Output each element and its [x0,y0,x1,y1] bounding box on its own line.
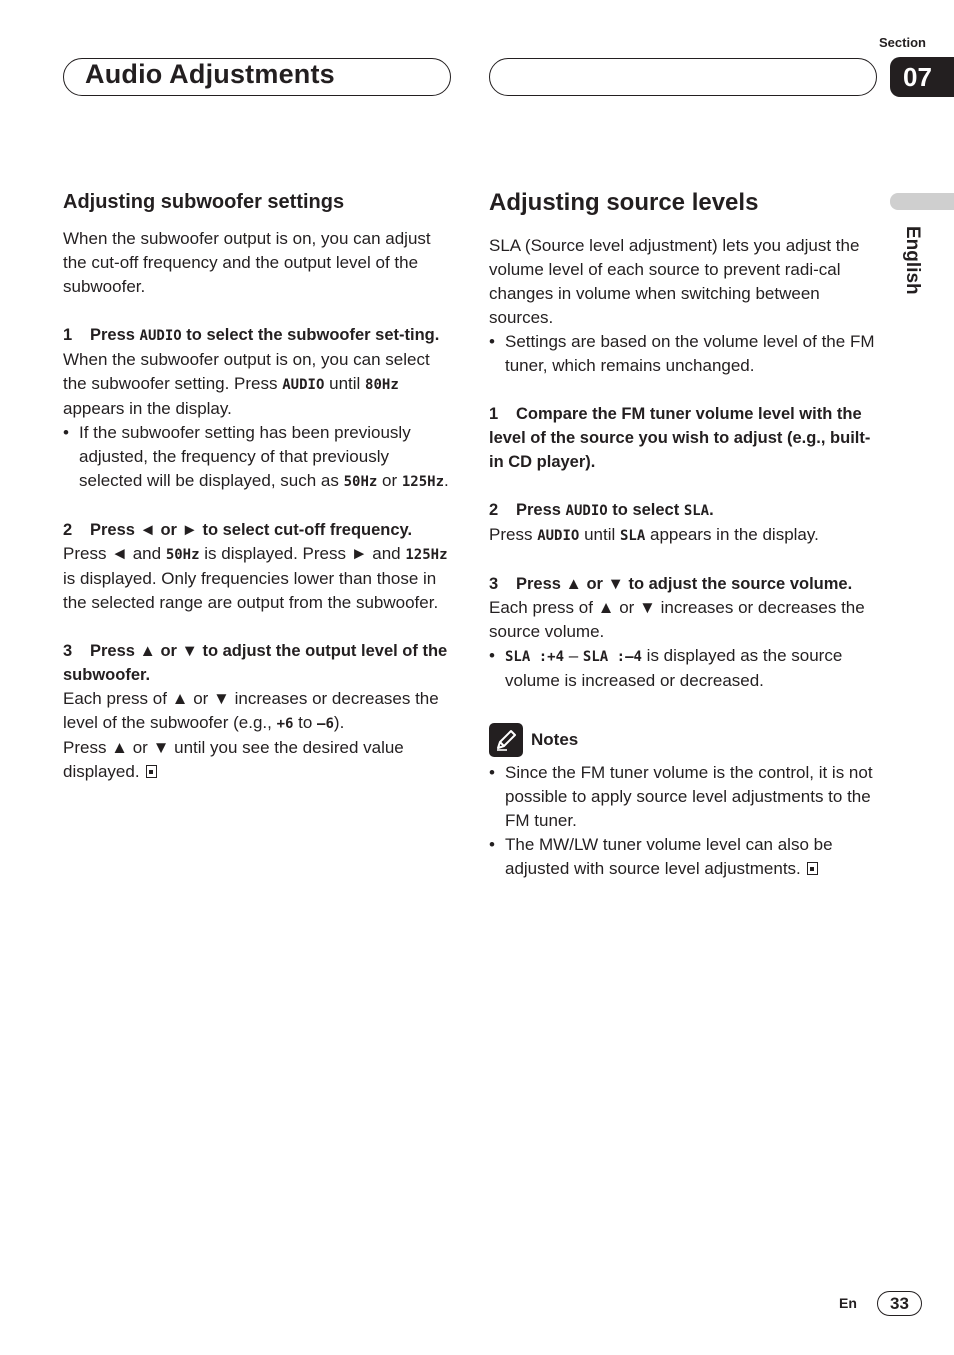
source-step-3-body: Each press of ▲ or ▼ increases or decreases the source volume. [489,598,865,641]
source-step-2-body: Press AUDIO until SLA appears in the display. [489,525,819,544]
end-mark-icon [807,862,818,875]
source-step-3-title: 3 Press ▲ or ▼ to adjust the source volume. [489,575,853,593]
source-levels-intro: SLA (Source level adjustment) lets you adjust the volume level of each source to prevent radi-cal changes in volume when switching between sources. [489,236,860,327]
subwoofer-step-3-body: Each press of ▲ or ▼ increases or decreases the level of the subwoofer (e.g., +6 to –6). [63,689,439,732]
subwoofer-step-1-bullet: • If the subwoofer setting has been previously adjusted, the frequency of that previously selected will be displayed, such as 50Hz or 125Hz. [63,423,449,490]
subwoofer-intro: When the subwoofer output is on, you can adjust the cut-off frequency and the output level of the subwoofer. [63,229,431,296]
notes-header [489,723,881,757]
note-item: • The MW/LW tuner volume level can also be adjusted with source level adjustments. [489,835,833,878]
source-step-1-title: 1 Compare the FM tuner volume level with the level of the source you wish to adjust (e.g., built-in CD player). [489,405,871,471]
language-tab [890,193,954,210]
subwoofer-step-1-title: 1 Press AUDIO to select the subwoofer set-ting. [63,326,440,344]
subwoofer-step-3-body-2: Press ▲ or ▼ until you see the desired value displayed. [63,738,404,781]
notes-label: Notes [531,730,579,749]
subwoofer-step-2-title: 2 Press ◄ or ► to select cut-off frequency. [63,521,413,539]
page-title: Audio Adjustments [85,59,335,89]
source-levels-intro-bullet: • Settings are based on the volume level of the FM tuner, which remains unchanged. [489,332,875,375]
page-number: 33 [877,1291,922,1316]
section-number-tab: 07 [890,57,954,97]
pencil-icon [489,723,523,757]
right-column [489,186,881,881]
section-label: Section [879,35,926,50]
subwoofer-step-2-body: Press ◄ and 50Hz is displayed. Press ► and 125Hz is displayed. Only frequencies lower than those in the selected range are output from the subwoofer. [63,544,448,612]
language-label: English [902,226,923,295]
subwoofer-step-3-title: 3 Press ▲ or ▼ to adjust the output level of the subwoofer. [63,642,448,684]
left-column [63,188,455,784]
source-step-2-title: 2 Press AUDIO to select SLA. [489,501,714,519]
subwoofer-step-1-body: When the subwoofer output is on, you can select the subwoofer setting. Press AUDIO until 80Hz appears in the display. [63,350,430,418]
subwoofer-heading: Adjusting subwoofer settings [63,191,345,213]
source-levels-heading: Adjusting source levels [489,189,759,216]
header-empty-frame [489,58,877,96]
end-mark-icon [146,765,157,778]
source-step-3-bullet: • SLA :+4 – SLA :–4 is displayed as the source volume is increased or decreased. [489,646,843,690]
footer-language-code: En [839,1295,857,1311]
note-item: • Since the FM tuner volume is the control, it is not possible to apply source level adjustments to the FM tuner. [489,763,873,830]
